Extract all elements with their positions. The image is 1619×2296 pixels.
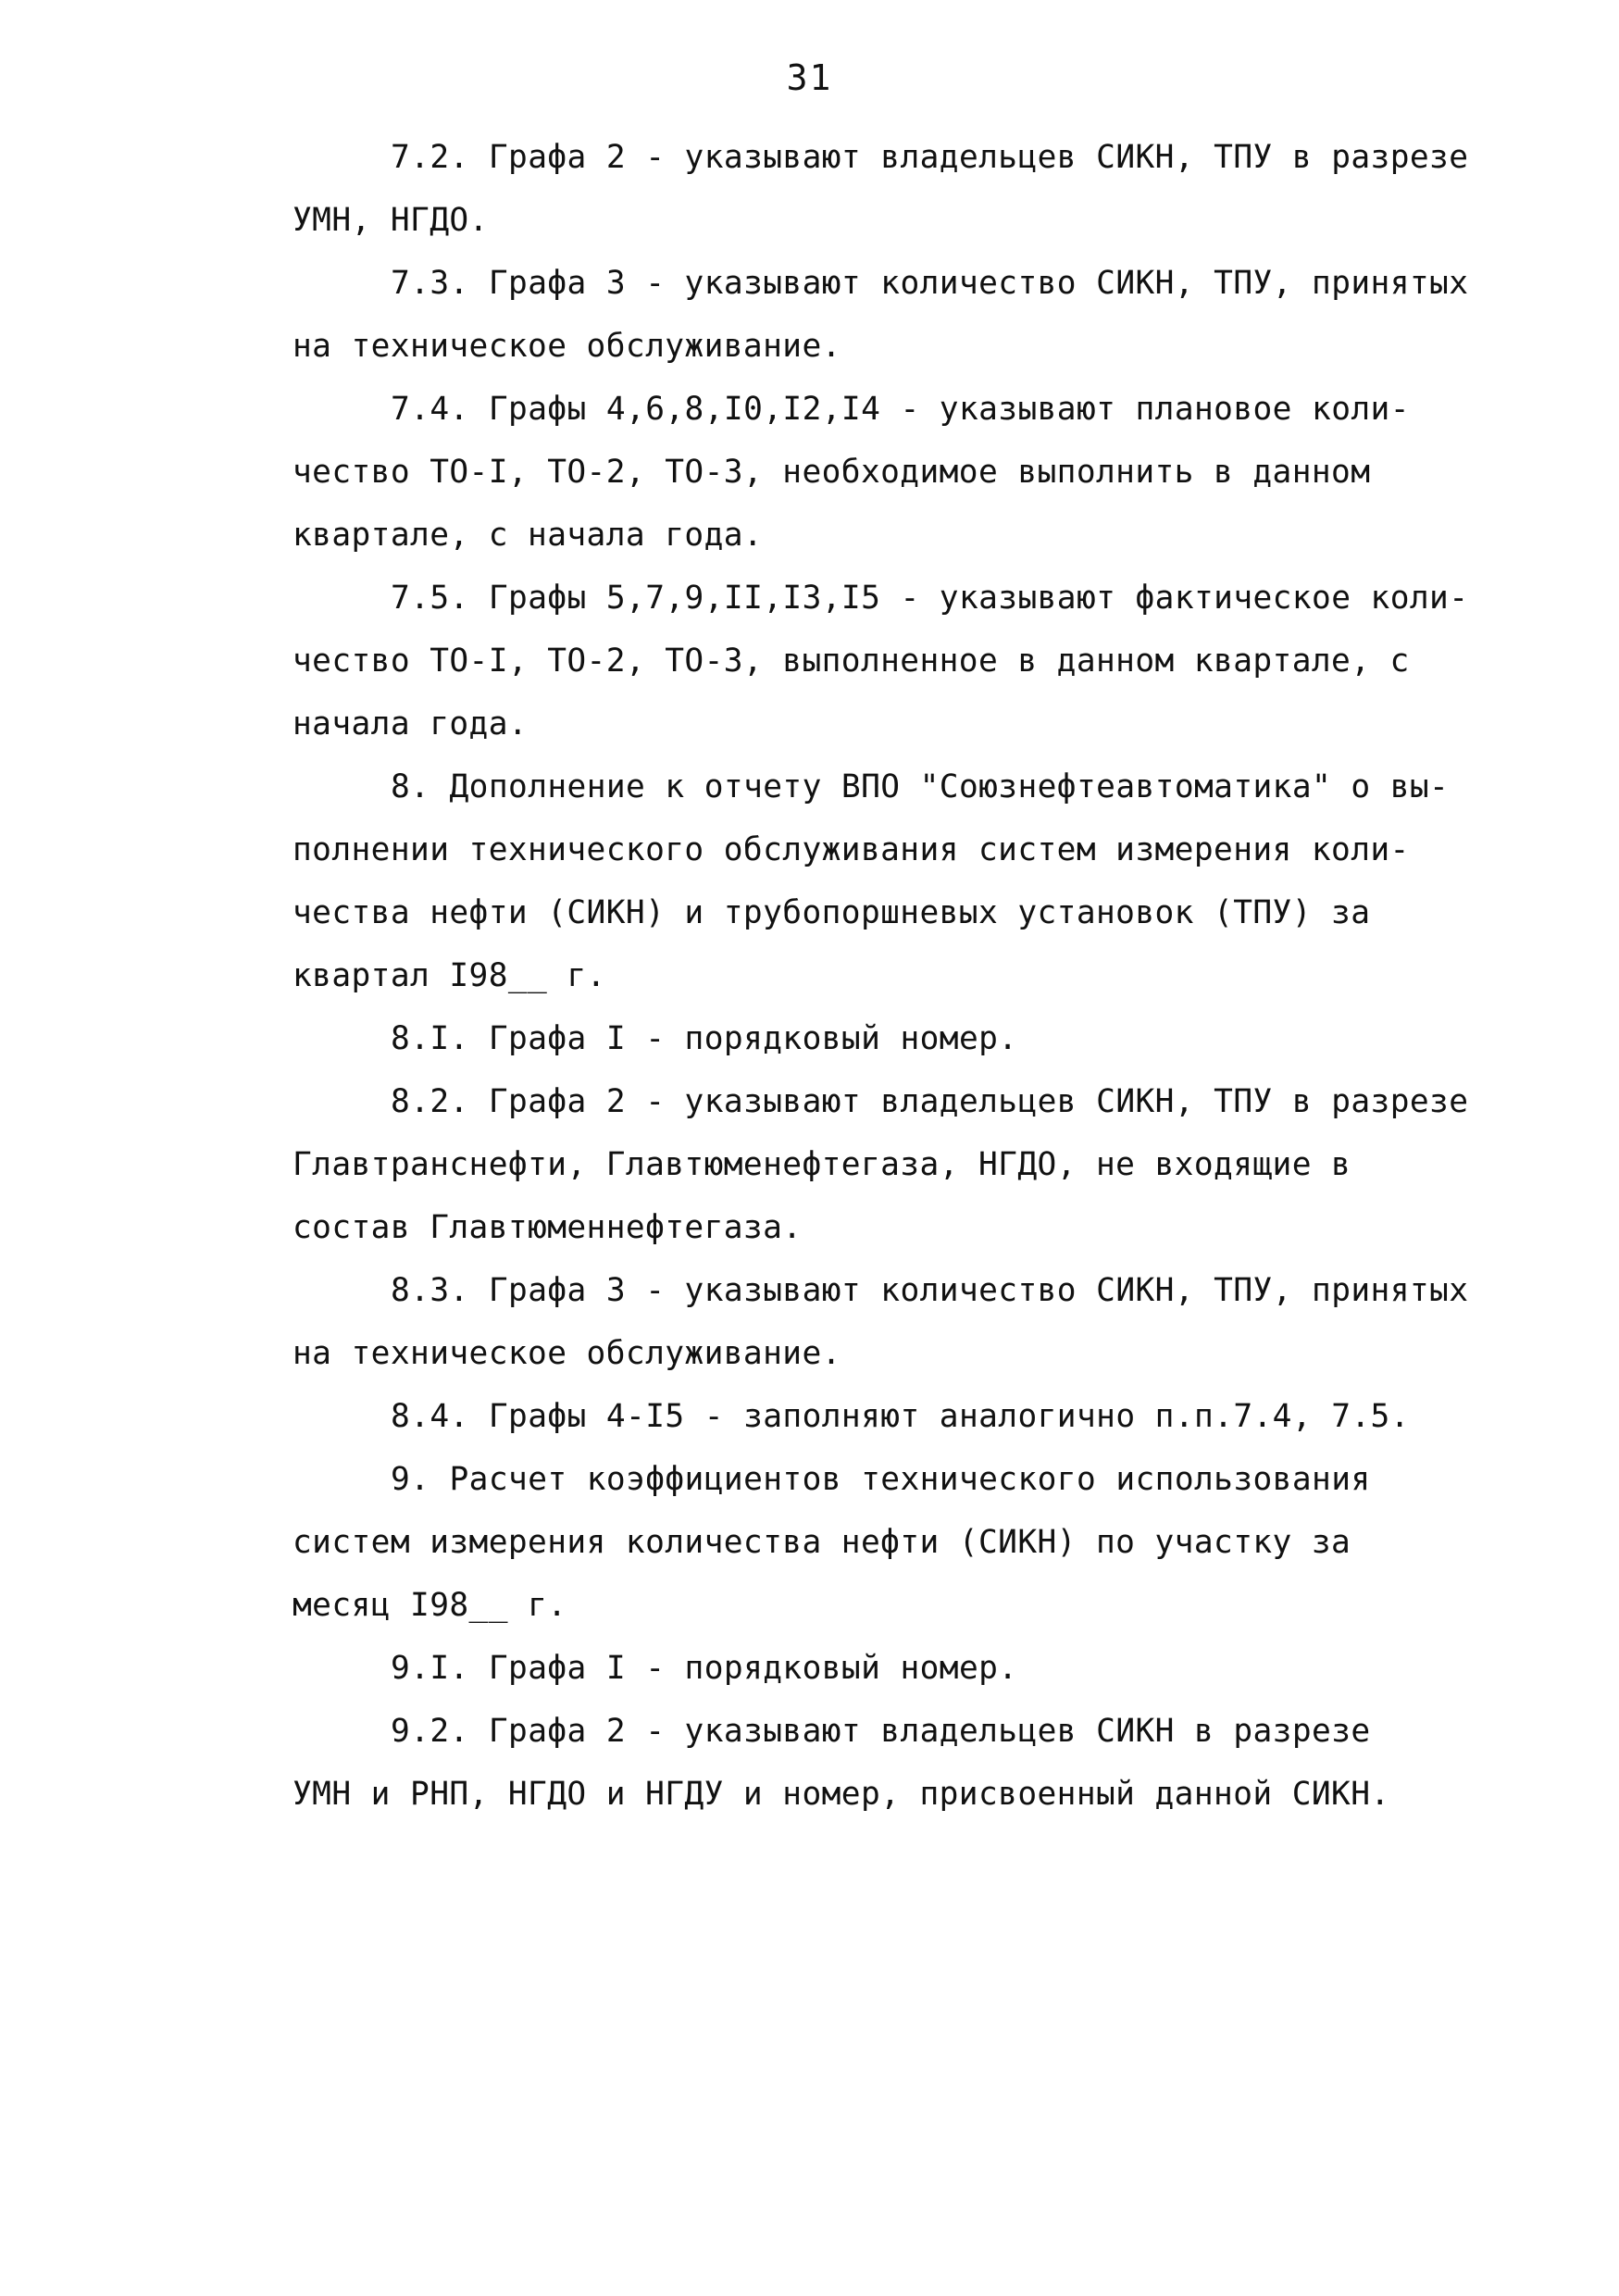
page-number: 31 xyxy=(786,57,833,98)
text-line: Главтранснефти, Главтюменефтегаза, НГДО, не входящие в xyxy=(293,1146,1351,1183)
text-line: 8.4. Графы 4-I5 - заполняют аналогично п.п.7.4, 7.5. xyxy=(391,1398,1410,1435)
paragraph-8-2 xyxy=(293,1070,1469,1259)
text-line: квартал I98__ г. xyxy=(293,957,606,994)
paragraph-8-3 xyxy=(293,1259,1469,1385)
text-line: 8.I. Графа I - порядковый номер. xyxy=(391,1020,1018,1057)
text-line: состав Главтюменнефтегаза. xyxy=(293,1209,803,1246)
text-line: на техническое обслуживание. xyxy=(293,328,841,365)
paragraph-9-2 xyxy=(293,1700,1440,1826)
text-line: 7.3. Графа 3 - указывают количество СИКН, ТПУ, принятых xyxy=(391,265,1469,302)
body-text xyxy=(293,126,1469,1826)
text-line: 9.2. Графа 2 - указывают владельцев СИКН в разрезе xyxy=(391,1713,1371,1750)
text-line: чества нефти (СИКН) и трубопоршневых установок (ТПУ) за xyxy=(293,894,1371,931)
text-line: 7.5. Графы 5,7,9,II,I3,I5 - указывают фактическое коли- xyxy=(391,580,1469,617)
text-line: начала года. xyxy=(293,705,529,742)
paragraph-8 xyxy=(293,755,1450,1007)
paragraph-7-3 xyxy=(293,252,1469,378)
text-line: чество ТО-I, ТО-2, ТО-3, необходимое выполнить в данном xyxy=(293,454,1371,491)
text-line: полнении технического обслуживания систем измерения коли- xyxy=(293,831,1410,868)
text-line: УМН и РНП, НГДО и НГДУ и номер, присвоенный данной СИКН. xyxy=(293,1776,1390,1813)
text-line: чество ТО-I, ТО-2, ТО-3, выполненное в данном квартале, с xyxy=(293,643,1410,680)
paragraph-9-1 xyxy=(293,1637,1440,1700)
text-line: систем измерения количества нефти (СИКН) по участку за xyxy=(293,1524,1351,1561)
paragraph-8-4 xyxy=(293,1385,1440,1448)
paragraph-7-2 xyxy=(293,126,1469,252)
text-line: 8.3. Графа 3 - указывают количество СИКН, ТПУ, принятых xyxy=(391,1272,1469,1309)
text-line: квартале, с начала года. xyxy=(293,517,764,554)
text-line: на техническое обслуживание. xyxy=(293,1335,841,1372)
paragraph-7-5 xyxy=(293,567,1469,755)
text-line: УМН, НГДО. xyxy=(293,202,489,239)
text-line: 7.2. Графа 2 - указывают владельцев СИКН, ТПУ в разрезе xyxy=(391,139,1469,176)
text-line: 9. Расчет коэффициентов технического использования xyxy=(391,1461,1371,1498)
text-line: месяц I98__ г. xyxy=(293,1587,567,1624)
paragraph-8-1 xyxy=(293,1007,1440,1070)
text-line: 8.2. Графа 2 - указывают владельцев СИКН, ТПУ в разрезе xyxy=(391,1083,1469,1120)
paragraph-9 xyxy=(293,1448,1440,1637)
paragraph-7-4 xyxy=(293,378,1440,567)
text-line: 7.4. Графы 4,6,8,I0,I2,I4 - указывают плановое коли- xyxy=(391,391,1410,428)
text-line: 9.I. Графа I - порядковый номер. xyxy=(391,1650,1018,1687)
text-line: 8. Дополнение к отчету ВПО "Союзнефтеавтоматика" о вы- xyxy=(391,768,1450,805)
